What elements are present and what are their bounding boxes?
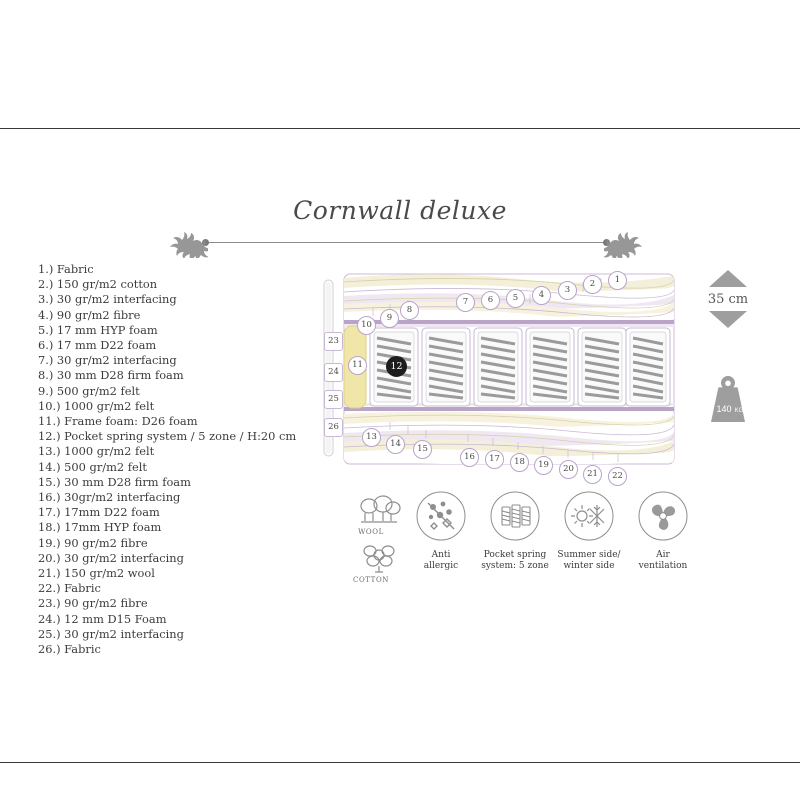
legend-item: 24.) 12 mm D15 Foam (38, 611, 167, 626)
legend-item: 6.) 17 mm D22 foam (38, 338, 157, 353)
legend-item: 5.) 17 mm HYP foam (38, 322, 158, 337)
feature-summer-winter (554, 490, 624, 573)
legend-item: 4.) 90 gr/m2 fibre (38, 307, 141, 322)
callout-bubble-14: 14 (386, 435, 405, 454)
weight-unit: KG (734, 408, 744, 414)
legend-item: 11.) Frame foam: D26 foam (38, 414, 198, 429)
callout-bubble-7: 7 (456, 293, 475, 312)
callout-bubble-16: 16 (460, 448, 479, 467)
legend-item: 14.) 500 gr/m2 felt (38, 459, 147, 474)
legend-item: 16.) 30gr/m2 interfacing (38, 490, 181, 505)
callout-bubble-13: 13 (362, 428, 381, 447)
callout-bubble-6: 6 (481, 291, 500, 310)
callout-bubble-11: 11 (348, 356, 367, 375)
weight-value: 140 (716, 404, 732, 414)
legend-item: 12.) Pocket spring system / 5 zone / H:20 cm (38, 429, 297, 444)
bottom-divider-rule (0, 762, 800, 763)
callout-bubble-10: 10 (357, 316, 376, 335)
summer-winter-icon (563, 490, 615, 542)
legend-item: 8.) 30 mm D28 firm foam (38, 368, 184, 383)
callout-bubble-4: 4 (532, 286, 551, 305)
callout-bubble-9: 9 (380, 309, 399, 328)
page-title: Cornwall deluxe (293, 196, 507, 225)
callout-bubble-21: 21 (583, 465, 602, 484)
arrow-down-icon (709, 311, 747, 328)
callout-bubble-23: 23 (324, 332, 343, 351)
fleur-de-lis-icon-right (604, 228, 644, 258)
legend-item: 15.) 30 mm D28 firm foam (38, 474, 191, 489)
callout-bubble-26: 26 (324, 418, 343, 437)
legend-item: 3.) 30 gr/m2 interfacing (38, 292, 177, 307)
legend-item: 21.) 150 gr/m2 wool (38, 566, 155, 581)
weight-indicator (678, 372, 778, 428)
cotton-icon (353, 542, 405, 576)
legend-item: 1.) Fabric (38, 262, 94, 276)
height-indicator (678, 270, 778, 328)
legend-item: 7.) 30 gr/m2 interfacing (38, 353, 177, 368)
feature-anti-allergic (406, 490, 476, 573)
callout-bubble-19: 19 (534, 456, 553, 475)
feature-caption: Pocket spring system: 5 zone (481, 549, 549, 571)
top-divider-rule (0, 128, 800, 129)
material-wool (344, 494, 414, 533)
callout-bubble-22: 22 (608, 467, 627, 486)
material-cotton (344, 542, 414, 581)
ornamental-divider (168, 228, 644, 258)
pocket-spring-icon (489, 490, 541, 542)
callout-bubble-25: 25 (324, 390, 343, 409)
legend-item: 22.) Fabric (38, 581, 101, 596)
material-cotton-label: COTTON (352, 576, 390, 584)
callout-bubble-20: 20 (559, 460, 578, 479)
callout-bubble-2: 2 (583, 275, 602, 294)
legend-item: 13.) 1000 gr/m2 felt (38, 444, 155, 459)
feature-caption: Anti allergic (423, 549, 459, 571)
divider-line (206, 242, 606, 243)
air-ventilation-icon (637, 490, 689, 542)
callout-bubble-18: 18 (510, 453, 529, 472)
legend-item: 18.) 17mm HYP foam (38, 520, 162, 535)
fleur-de-lis-icon-left (168, 228, 208, 258)
callout-bubble-3: 3 (558, 281, 577, 300)
legend-item: 23.) 90 gr/m2 fibre (38, 596, 148, 611)
callout-bubble-15: 15 (413, 440, 432, 459)
legend-item: 25.) 30 gr/m2 interfacing (38, 626, 184, 641)
callout-bubble-1: 1 (608, 271, 627, 290)
callout-bubble-12: 12 (386, 356, 407, 377)
arrow-up-icon (709, 270, 747, 287)
legend-item: 9.) 500 gr/m2 felt (38, 383, 140, 398)
legend-item: 2.) 150 gr/m2 cotton (38, 277, 158, 292)
mattress-cross-section (318, 262, 680, 492)
legend-item: 20.) 30 gr/m2 interfacing (38, 550, 184, 565)
legend-item: 26.) Fabric (38, 642, 101, 657)
anti-allergic-icon (415, 490, 467, 542)
callout-bubble-5: 5 (506, 289, 525, 308)
callout-bubble-8: 8 (400, 301, 419, 320)
legend-item: 17.) 17mm D22 foam (38, 505, 160, 520)
feature-icon-row (344, 490, 688, 590)
height-label: 35 cm (707, 292, 749, 307)
feature-caption: Summer side/ winter side (557, 549, 621, 571)
callout-bubble-24: 24 (324, 363, 343, 382)
callout-bubble-17: 17 (485, 450, 504, 469)
weight-icon (696, 372, 760, 428)
feature-caption: Air ventilation (638, 549, 688, 571)
feature-pocket-spring (480, 490, 550, 573)
legend-item: 19.) 90 gr/m2 fibre (38, 535, 148, 550)
legend-list (38, 262, 308, 657)
material-wool-label: WOOL (358, 528, 384, 536)
feature-air-ventilation (628, 490, 698, 573)
legend-item: 10.) 1000 gr/m2 felt (38, 398, 155, 413)
wool-icon (353, 494, 405, 528)
